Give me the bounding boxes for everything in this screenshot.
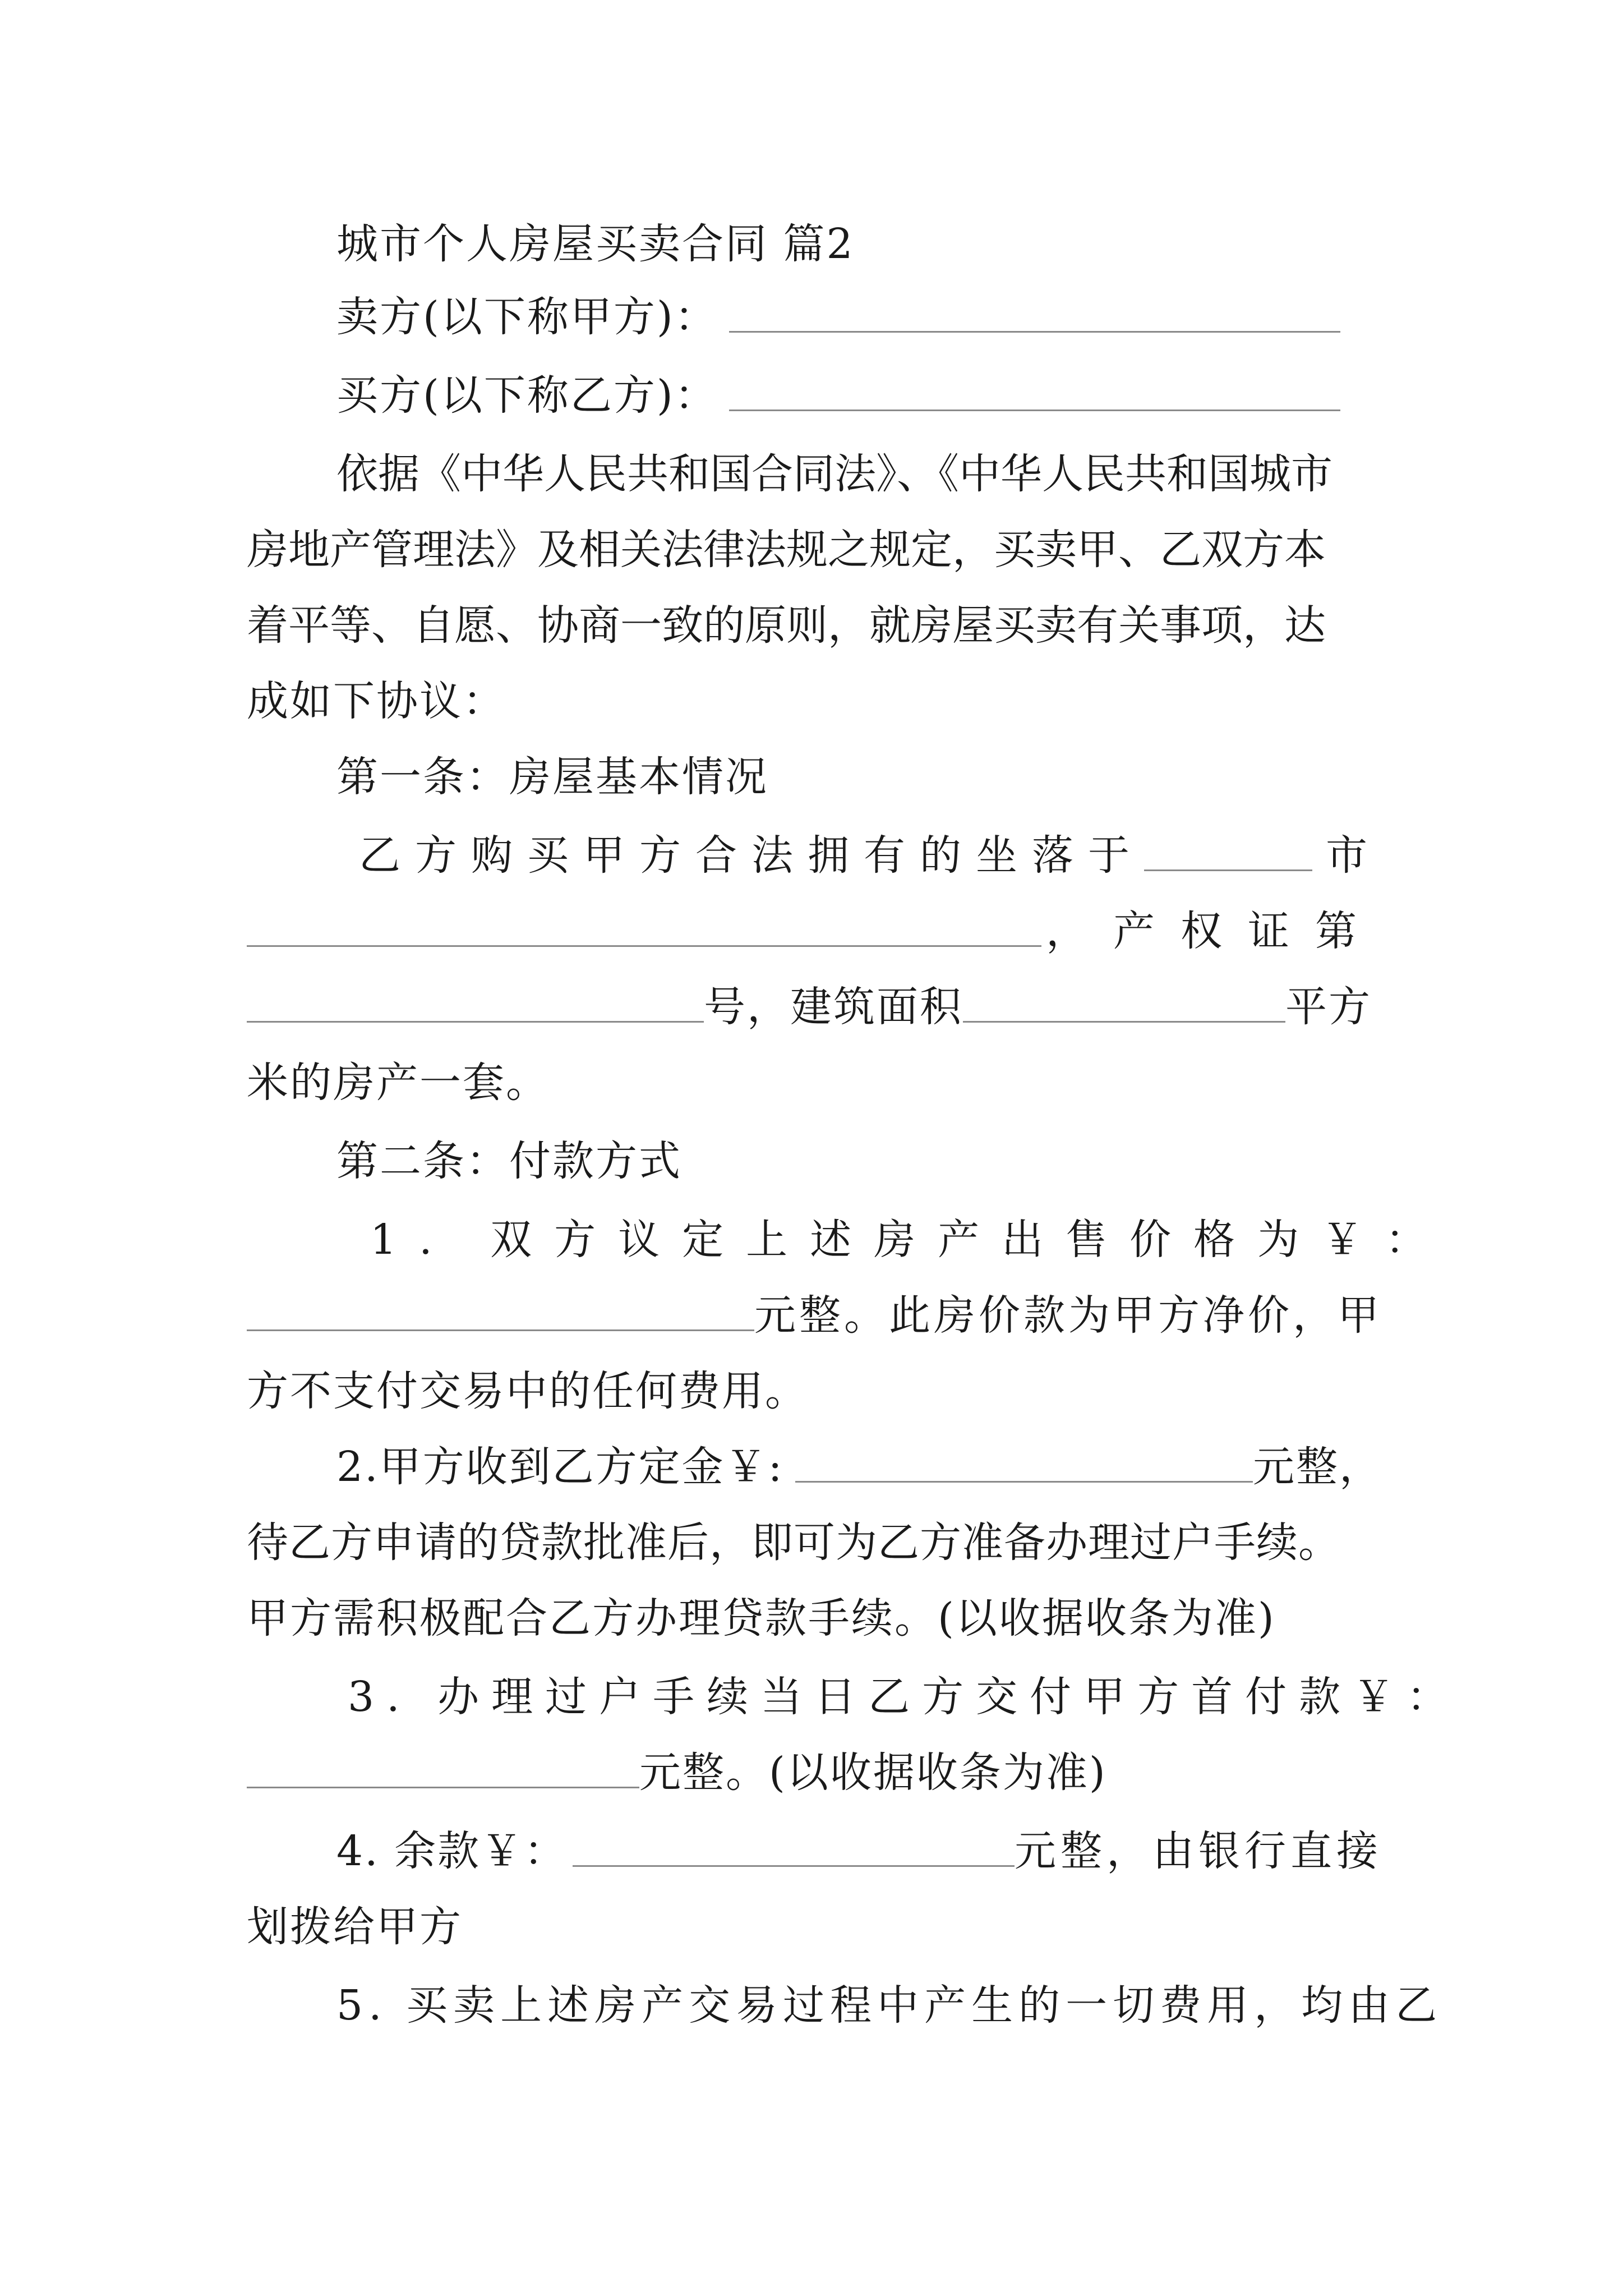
- seller-line: [336, 283, 1382, 351]
- item1-line3: 方不支付交易中的任何费用。: [247, 1367, 808, 1415]
- item1-line2: [247, 1282, 1382, 1349]
- article1-line1-end: 市: [1326, 831, 1369, 880]
- item1-line2-text: 元整。此房价款为甲方净价，甲: [754, 1291, 1382, 1340]
- item4-line1: [336, 1818, 1382, 1885]
- article1-line3-end: 平方: [1285, 983, 1372, 1031]
- item4-prefix: 4. 余款￥：: [336, 1827, 568, 1875]
- preamble-line-1: 依据《中华人民共和国合同法》、《中华人民共和国城市: [336, 450, 1332, 498]
- article1-line1-text: 乙方购买甲方合法拥有的坐落于: [359, 831, 1144, 880]
- article1-line2-text: ，产权证第: [1046, 907, 1382, 955]
- item3-line2-text: 元整。(以收据收条为准): [639, 1749, 1107, 1797]
- document-title: 城市个人房屋买卖合同 篇2: [336, 220, 855, 268]
- buyer-line: [336, 362, 1382, 429]
- buyer-label: 买方(以下称乙方)：: [336, 371, 718, 420]
- article1-line4: 米的房产一套。: [247, 1059, 549, 1107]
- item3-line2: [247, 1739, 1382, 1806]
- deposit-blank[interactable]: [795, 1480, 1253, 1483]
- article1-line3: [247, 973, 1382, 1041]
- article1-line3-mid: 号，建筑面积: [704, 983, 963, 1031]
- address-blank[interactable]: [247, 945, 1041, 947]
- item2-suffix: 元整，: [1253, 1443, 1382, 1491]
- buyer-blank[interactable]: [729, 409, 1340, 411]
- preamble-line-4: 成如下协议：: [247, 677, 506, 725]
- article1-line1: [359, 822, 1382, 889]
- item2-line3: 甲方需积极配合乙方办理贷款手续。(以收据收条为准): [247, 1594, 1276, 1642]
- area-blank[interactable]: [963, 1020, 1285, 1023]
- item2-line2: 待乙方申请的贷款批准后，即可为乙方准备办理过户手续。: [247, 1519, 1340, 1567]
- item2-prefix: 2.甲方收到乙方定金￥:: [336, 1443, 784, 1491]
- item4-suffix: 元整，由银行直接: [1015, 1827, 1382, 1875]
- seller-blank[interactable]: [729, 330, 1340, 333]
- article1-line2: [247, 898, 1382, 965]
- item4-line2: 划拨给甲方: [247, 1903, 463, 1951]
- city-blank[interactable]: [1144, 869, 1312, 871]
- article2-heading: 第二条：付款方式: [336, 1137, 682, 1185]
- item1-line1: 1. 双方议定上述房产出售价格为￥：: [370, 1216, 1450, 1264]
- item5-line1: 5. 买卖上述房产交易过程中产生的一切费用，均由乙: [336, 1981, 1443, 2030]
- item3-line1: 3. 办理过户手续当日乙方交付甲方首付款￥：: [348, 1673, 1461, 1721]
- preamble-line-2: 房地产管理法》及相关法律法规之规定，买卖甲、乙双方本: [247, 526, 1326, 574]
- balance-blank[interactable]: [573, 1865, 1015, 1867]
- article1-heading: 第一条：房屋基本情况: [336, 753, 768, 801]
- price-blank[interactable]: [247, 1329, 754, 1331]
- down-payment-blank[interactable]: [247, 1786, 639, 1788]
- seller-label: 卖方(以下称甲方)：: [336, 293, 718, 341]
- certificate-number-blank[interactable]: [247, 1020, 704, 1023]
- item2-line1: [336, 1433, 1382, 1501]
- preamble-line-3: 着平等、自愿、协商一致的原则，就房屋买卖有关事项，达: [247, 601, 1326, 650]
